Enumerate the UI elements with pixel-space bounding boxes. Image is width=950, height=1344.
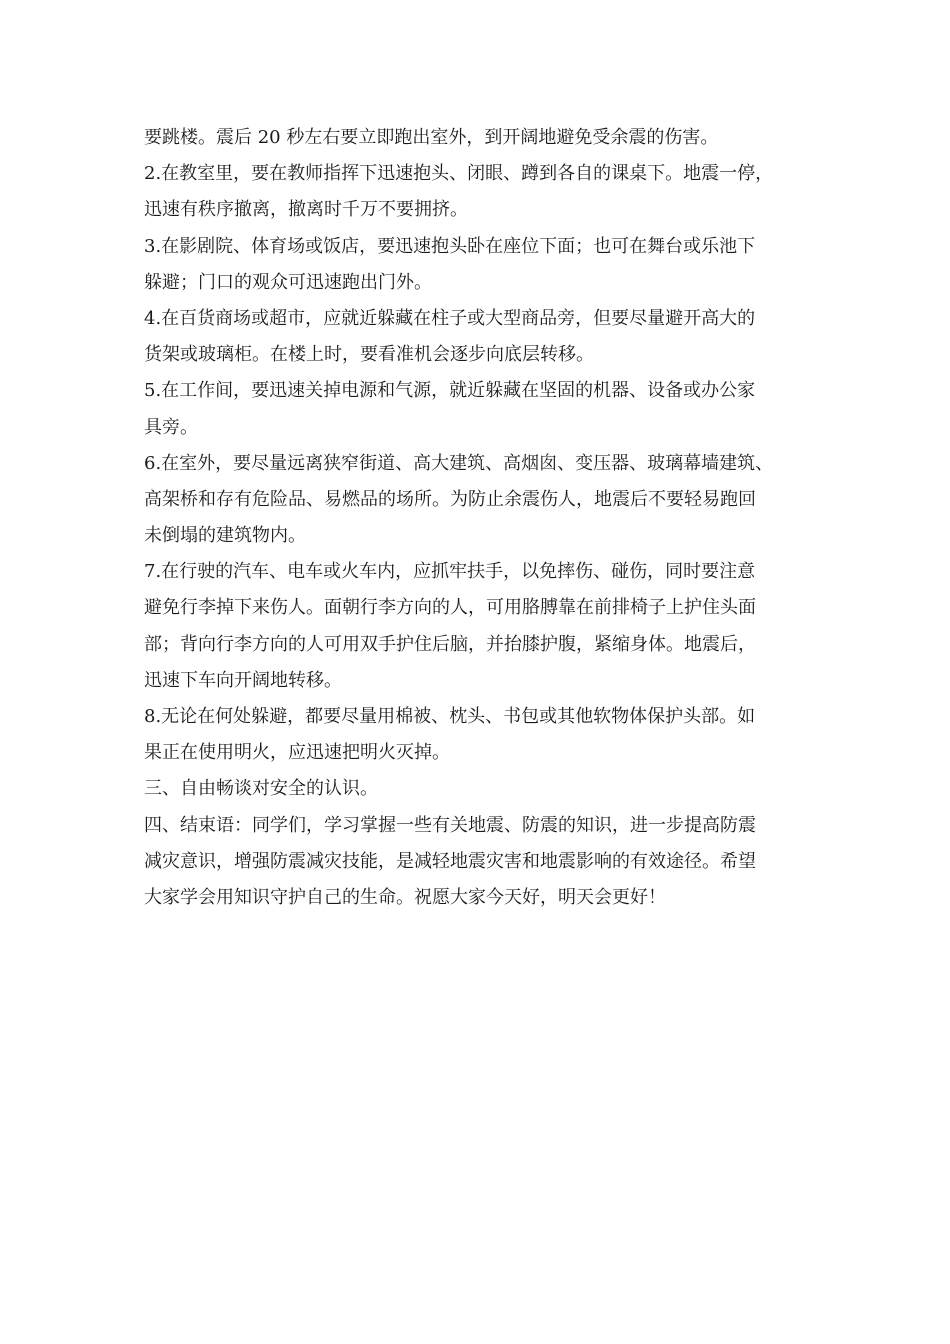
text-line: 货架或玻璃柜。在楼上时，要看准机会逐步向底层转移。 [144,344,594,366]
text-line: 部；背向行李方向的人可用双手护住后脑，并抬膝护腹，紧缩身体。地震后， [144,633,756,655]
text-line: 三、自由畅谈对安全的认识。 [144,778,378,800]
paragraph-item-2 [144,156,826,228]
text-line: 避免行李掉下来伤人。面朝行李方向的人，可用胳膊靠在前排椅子上护住头面 [144,597,756,619]
text-line: 2.在教室里，要在教师指挥下迅速抱头、闭眼、蹲到各自的课桌下。地震一停， [144,163,774,185]
paragraph-item-3 [144,229,826,301]
text-line: 四、结束语：同学们，学习掌握一些有关地震、防震的知识，进一步提高防震 [144,814,756,836]
text-line: 减灾意识，增强防震减灾技能，是减轻地震灾害和地震影响的有效途径。希望 [144,850,756,872]
text-line: 未倒塌的建筑物内。 [144,525,306,547]
text-line: 迅速有秩序撤离，撤离时千万不要拥挤。 [144,199,468,221]
text-line: 迅速下车向开阔地转移。 [144,669,342,691]
text-line: 3.在影剧院、体育场或饭店，要迅速抱头卧在座位下面；也可在舞台或乐池下 [144,235,756,257]
text-line: 具旁。 [144,416,198,438]
text-line: 6.在室外，要尽量远离狭窄街道、高大建筑、高烟囱、变压器、玻璃幕墙建筑、 [144,452,774,474]
text-line: 7.在行驶的汽车、电车或火车内，应抓牢扶手，以免摔伤、碰伤，同时要注意 [144,561,756,583]
document-body [144,120,826,916]
text-line: 4.在百货商场或超市，应就近躲藏在柱子或大型商品旁，但要尽量避开高大的 [144,307,756,329]
paragraph-item-6 [144,446,826,555]
text-line: 果正在使用明火，应迅速把明火灭掉。 [144,742,450,764]
paragraph-item-7 [144,554,826,699]
text-line: 高架桥和存有危险品、易燃品的场所。为防止余震伤人，地震后不要轻易跑回 [144,488,756,510]
section-four-closing [144,808,826,917]
text-line: 5.在工作间，要迅速关掉电源和气源，就近躲藏在坚固的机器、设备或办公家 [144,380,756,402]
section-three [144,771,826,807]
paragraph-item-5 [144,373,826,445]
text-line: 8.无论在何处躲避，都要尽量用棉被、枕头、书包或其他软物体保护头部。如 [144,706,756,727]
paragraph-item-8 [144,699,826,771]
text-line: 大家学会用知识守护自己的生命。祝愿大家今天好，明天会更好！ [144,886,666,908]
text-line: 躲避；门口的观众可迅速跑出门外。 [144,271,432,293]
paragraph-item-4 [144,301,826,373]
paragraph-continuation [144,120,826,156]
text-line: 要跳楼。震后 20 秒左右要立即跑出室外，到开阔地避免受余震的伤害。 [144,127,719,148]
